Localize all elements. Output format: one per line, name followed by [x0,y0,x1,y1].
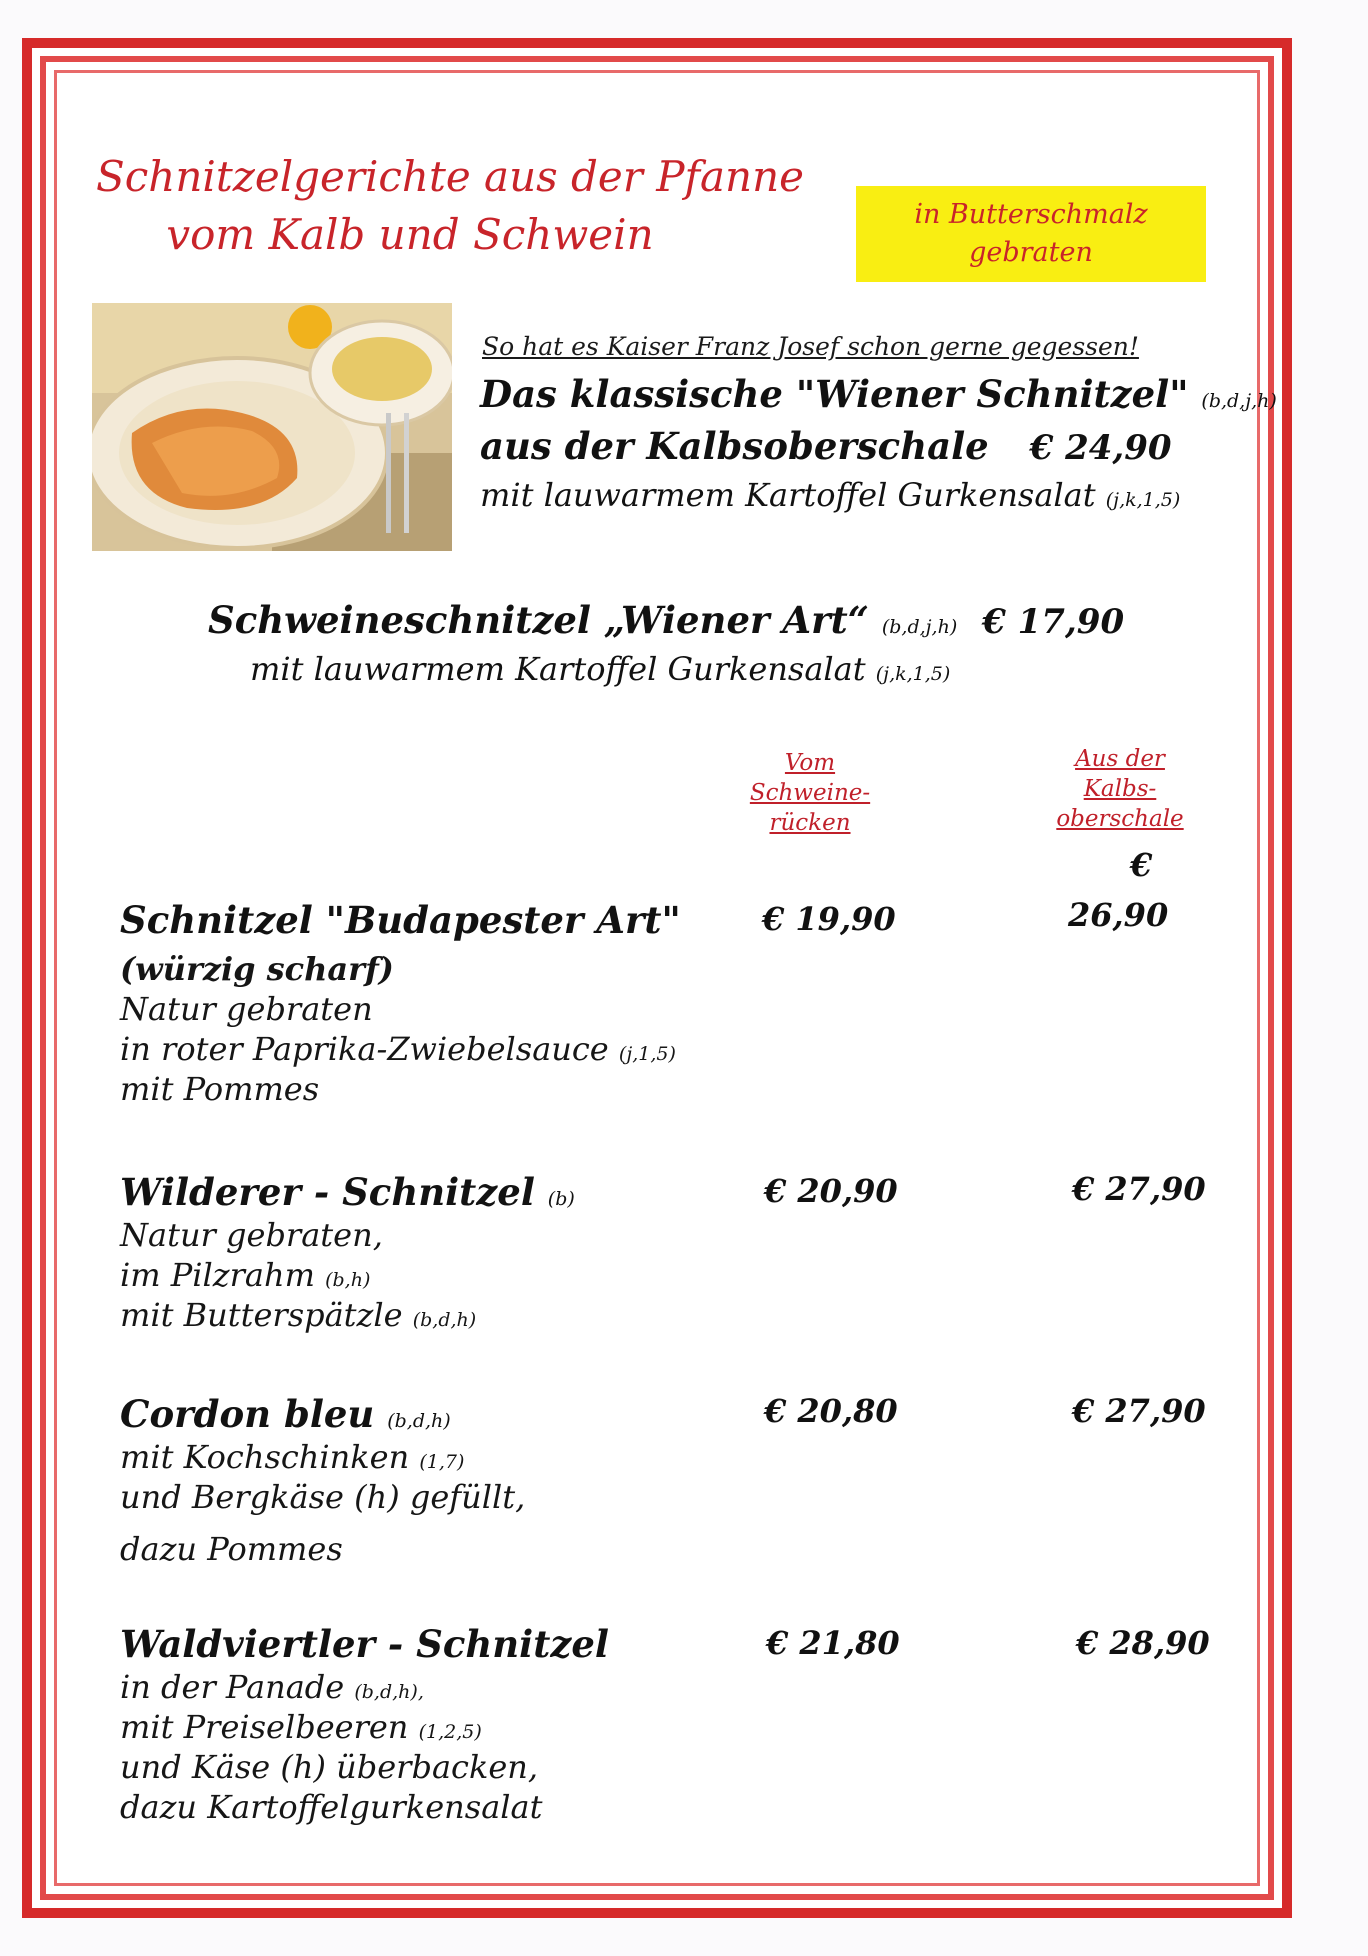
price-pork-cordon-bleu: € 20,80 [764,1392,898,1430]
schweine-price: € 17,90 [982,602,1125,642]
item-line-text: dazu Pommes [120,1530,343,1568]
item-title [120,898,681,942]
item-title [120,1392,525,1436]
wiener-side [480,476,1180,514]
item-line-text: in roter Paprika-Zwiebelsauce [120,1030,609,1068]
item-line-text: und Bergkäse (h) gefüllt, [120,1478,526,1516]
wiener-side-codes: (j,k,1,5) [1105,489,1181,511]
item-line-text: (würzig scharf) [120,950,394,988]
item-line-codes: (b,h) [325,1269,371,1291]
price-veal-cordon-bleu: € 27,90 [1072,1392,1206,1430]
item-line [120,1216,575,1254]
wiener-line-2 [480,424,1172,468]
item-title-text: Schnitzel "Budapester Art" [120,898,681,942]
price-veal-wilderer: € 27,90 [1072,1170,1206,1208]
wiener-title [480,372,1277,416]
price-pork-waldviertler: € 21,80 [766,1624,900,1662]
column-header-veal-line-2: Kalbs- [1083,776,1157,802]
price-pork-budapester: € 19,90 [762,900,896,938]
price-veal-waldviertler: € 28,90 [1076,1624,1210,1662]
menu-item-waldviertler [120,1622,609,1826]
item-line [120,1030,681,1068]
menu-item-wilderer [120,1170,575,1334]
item-line-text: Natur gebraten [120,990,373,1028]
menu-item-budapester [120,898,681,1108]
item-line-text: und Käse (h) überbacken, [120,1748,539,1786]
item-line [120,1438,525,1476]
heading-line-1: Schnitzelgerichte aus der Pfanne [96,152,804,201]
item-line [120,950,681,988]
item-line-codes: (b,d,h) [412,1309,477,1331]
heading-line-2: vom Kalb und Schwein [166,210,654,259]
item-line-text: mit Kochschinken [120,1438,410,1476]
price-pork-wilderer: € 20,90 [764,1172,898,1210]
item-line-codes: (1,7) [419,1451,465,1473]
column-header-veal-line-1: Aus der [1075,746,1165,772]
schnitzel-plate-photo [92,303,452,551]
item-title-codes: (b) [547,1188,575,1210]
column-header-pork-line-1: Vom [784,750,836,776]
item-title-codes: (b,d,h) [387,1410,451,1432]
menu-item-cordon-bleu [120,1392,525,1568]
item-line [120,1668,609,1706]
schweine-side [250,650,950,688]
item-title [120,1170,575,1214]
item-line-text: mit Pommes [120,1070,320,1108]
column-header-pork-line-2: Schweine- [749,780,871,806]
item-title-text: Cordon bleu [120,1392,375,1436]
item-line [120,990,681,1028]
butterschmalz-badge [856,186,1206,282]
column-header-veal-line-3: oberschale [1056,806,1184,832]
wiener-price: € 24,90 [1029,428,1172,468]
wiener-intro: So hat es Kaiser Franz Josef schon gerne gegessen! [482,332,1139,361]
item-line [120,1708,609,1746]
item-line-text: in der Panade [120,1668,345,1706]
item-line [120,1070,681,1108]
item-title-text: Wilderer - Schnitzel [120,1170,535,1214]
item-line [120,1296,575,1334]
item-line-codes: (b,d,h), [354,1681,424,1703]
schweine-side-codes: (j,k,1,5) [875,663,951,685]
page-heading [80,148,820,264]
schweine-title-text: Schweineschnitzel „Wiener Art“ [208,598,869,642]
photo-illustration [92,303,452,551]
schweine-side-text: mit lauwarmem Kartoffel Gurkensalat [250,650,866,688]
item-line-text: dazu Kartoffelgurkensalat [120,1788,543,1826]
item-title-text: Waldviertler - Schnitzel [120,1622,609,1666]
item-line [120,1478,525,1516]
item-line-text: Natur gebraten, [120,1216,383,1254]
item-line [120,1530,525,1568]
item-line [120,1788,609,1826]
schweine-title [208,598,1124,642]
item-line-codes: (j,1,5) [618,1043,676,1065]
wiener-side-text: mit lauwarmem Kartoffel Gurkensalat [480,476,1096,514]
column-header-pork [730,748,890,838]
schweine-codes: (b,d,j,h) [881,616,958,638]
wiener-line-2-text: aus der Kalbsoberschale [480,424,989,468]
item-line-text: mit Preiselbeeren [120,1708,409,1746]
column-header-veal-currency: € [1130,846,1153,884]
badge-line-2: gebraten [969,237,1093,268]
item-title [120,1622,609,1666]
price-veal-budapester: 26,90 [1068,896,1169,934]
item-line-codes: (1,2,5) [418,1721,482,1743]
wiener-title-codes: (b,d,j,h) [1201,390,1277,412]
item-line [120,1256,575,1294]
badge-line-1: in Butterschmalz [914,199,1148,230]
item-line-text: mit Butterspätzle [120,1296,403,1334]
item-line-text: im Pilzrahm [120,1256,315,1294]
item-line [120,1748,609,1786]
wiener-title-text: Das klassische "Wiener Schnitzel" [480,372,1189,416]
column-header-veal [1030,744,1210,834]
column-header-pork-line-3: rücken [769,810,851,836]
